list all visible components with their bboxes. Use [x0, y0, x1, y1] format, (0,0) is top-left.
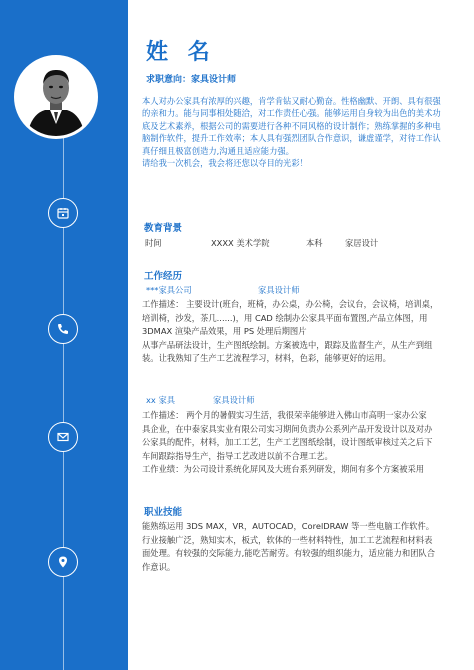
- education-degree: 本科: [306, 238, 323, 248]
- job-line: 具企业，在中泰家具实业有限公司实习期间负责办公系列产品开发设计以及对办: [142, 423, 433, 434]
- job-description: [142, 298, 462, 366]
- job-line: 装。让我熟知了生产工艺流程学习，材料，色彩，能够更好的运用。: [142, 353, 391, 364]
- profile-line: 真仔细且极富创造力,沟通且适应能力强。: [142, 145, 294, 156]
- job-company: ***家具公司: [146, 285, 192, 295]
- education-title: 教育背景: [144, 223, 183, 234]
- skills-title: 职业技能: [144, 507, 183, 518]
- location-icon: [48, 547, 78, 577]
- profile-line: 底及艺术素养，根据公司的需要进行各种不同风格的设计制作；熟练掌握的多种电: [142, 120, 441, 131]
- profile-line: 的亲和力。能与同事相处随洽，对工作责任心强。能够运用自身较为出色的美术功: [142, 108, 441, 119]
- calendar-icon: [48, 198, 78, 228]
- job-line: 工作业绩：为公司设计系统化屏风及大班台系列研发，期间有多个方案被采用: [142, 464, 425, 475]
- experience-title: 工作经历: [144, 271, 183, 282]
- job-position: 家具设计师: [213, 395, 255, 405]
- education-school: XXXX 美术学院: [211, 238, 270, 248]
- profile-line: 请给我一次机会，我会将还您以夺目的光彩！: [142, 158, 308, 169]
- sidebar: [0, 0, 128, 670]
- profile-summary: [142, 95, 462, 169]
- phone-icon: [48, 314, 78, 344]
- profile-line: 本人对办公家具有浓厚的兴趣，肯学肯钻又耐心勤奋。性格幽默、开朗、具有很强: [142, 96, 441, 106]
- skill-line: 行业接触广泛，熟知实木，板式，软体的一些材料特性，加工工艺流程和材料表: [142, 534, 433, 545]
- job-company: xx 家具: [146, 395, 176, 405]
- education-time: 时间: [145, 238, 162, 248]
- job-description: [142, 409, 462, 477]
- job-line: 培训椅，沙发，茶几......)，用 CAD 绘制办公家具平面布置图,产品立体图，用: [142, 312, 428, 323]
- job-line: 工作描述： 主要设计(班台，班椅，办公桌，办公椅，会议台，会议椅，培训桌，: [142, 299, 439, 309]
- skills-description: [142, 520, 462, 574]
- job-position: 家具设计师: [258, 285, 300, 295]
- profile-photo: [14, 55, 98, 139]
- job-intent: 求职意向：家具设计师: [146, 75, 237, 85]
- candidate-name: 姓 名: [146, 40, 216, 65]
- education-major: 家居设计: [345, 238, 379, 248]
- job-line: 公家具的配件，材料，加工工艺，生产工艺图纸绘制，设计图纸审核过关之后下: [142, 437, 433, 448]
- job-line: 工作描述： 两个月的暑假实习生活，我很荣幸能够进入佛山市高明一家办公家: [142, 410, 427, 420]
- profile-line: 脑制作软件，提升工作效率；本人具有强烈团队合作意识，谦虚谨学，对待工作认: [142, 133, 441, 144]
- job-line: 3DMAX 渲染产品效果，用 PS 处理后期图片: [142, 326, 307, 337]
- skill-line: 能熟练运用 3DS MAX，VR，AUTOCAD，CorelDRAW 等一些电脑工作软件。: [142, 521, 435, 531]
- skill-line: 面处理。有较强的交际能力,能吃苦耐劳。有较强的组织能力，适应能力和团队合: [142, 548, 436, 559]
- job-line: 从事产品研法设计，生产图纸绘制。方案被选中，跟踪及监督生产，从生产到组: [142, 339, 433, 350]
- job-line: 车间跟踪指导生产，指导工艺改进以前不合理工艺。: [142, 450, 333, 461]
- skill-line: 作意识。: [142, 561, 176, 572]
- mail-icon: [48, 422, 78, 452]
